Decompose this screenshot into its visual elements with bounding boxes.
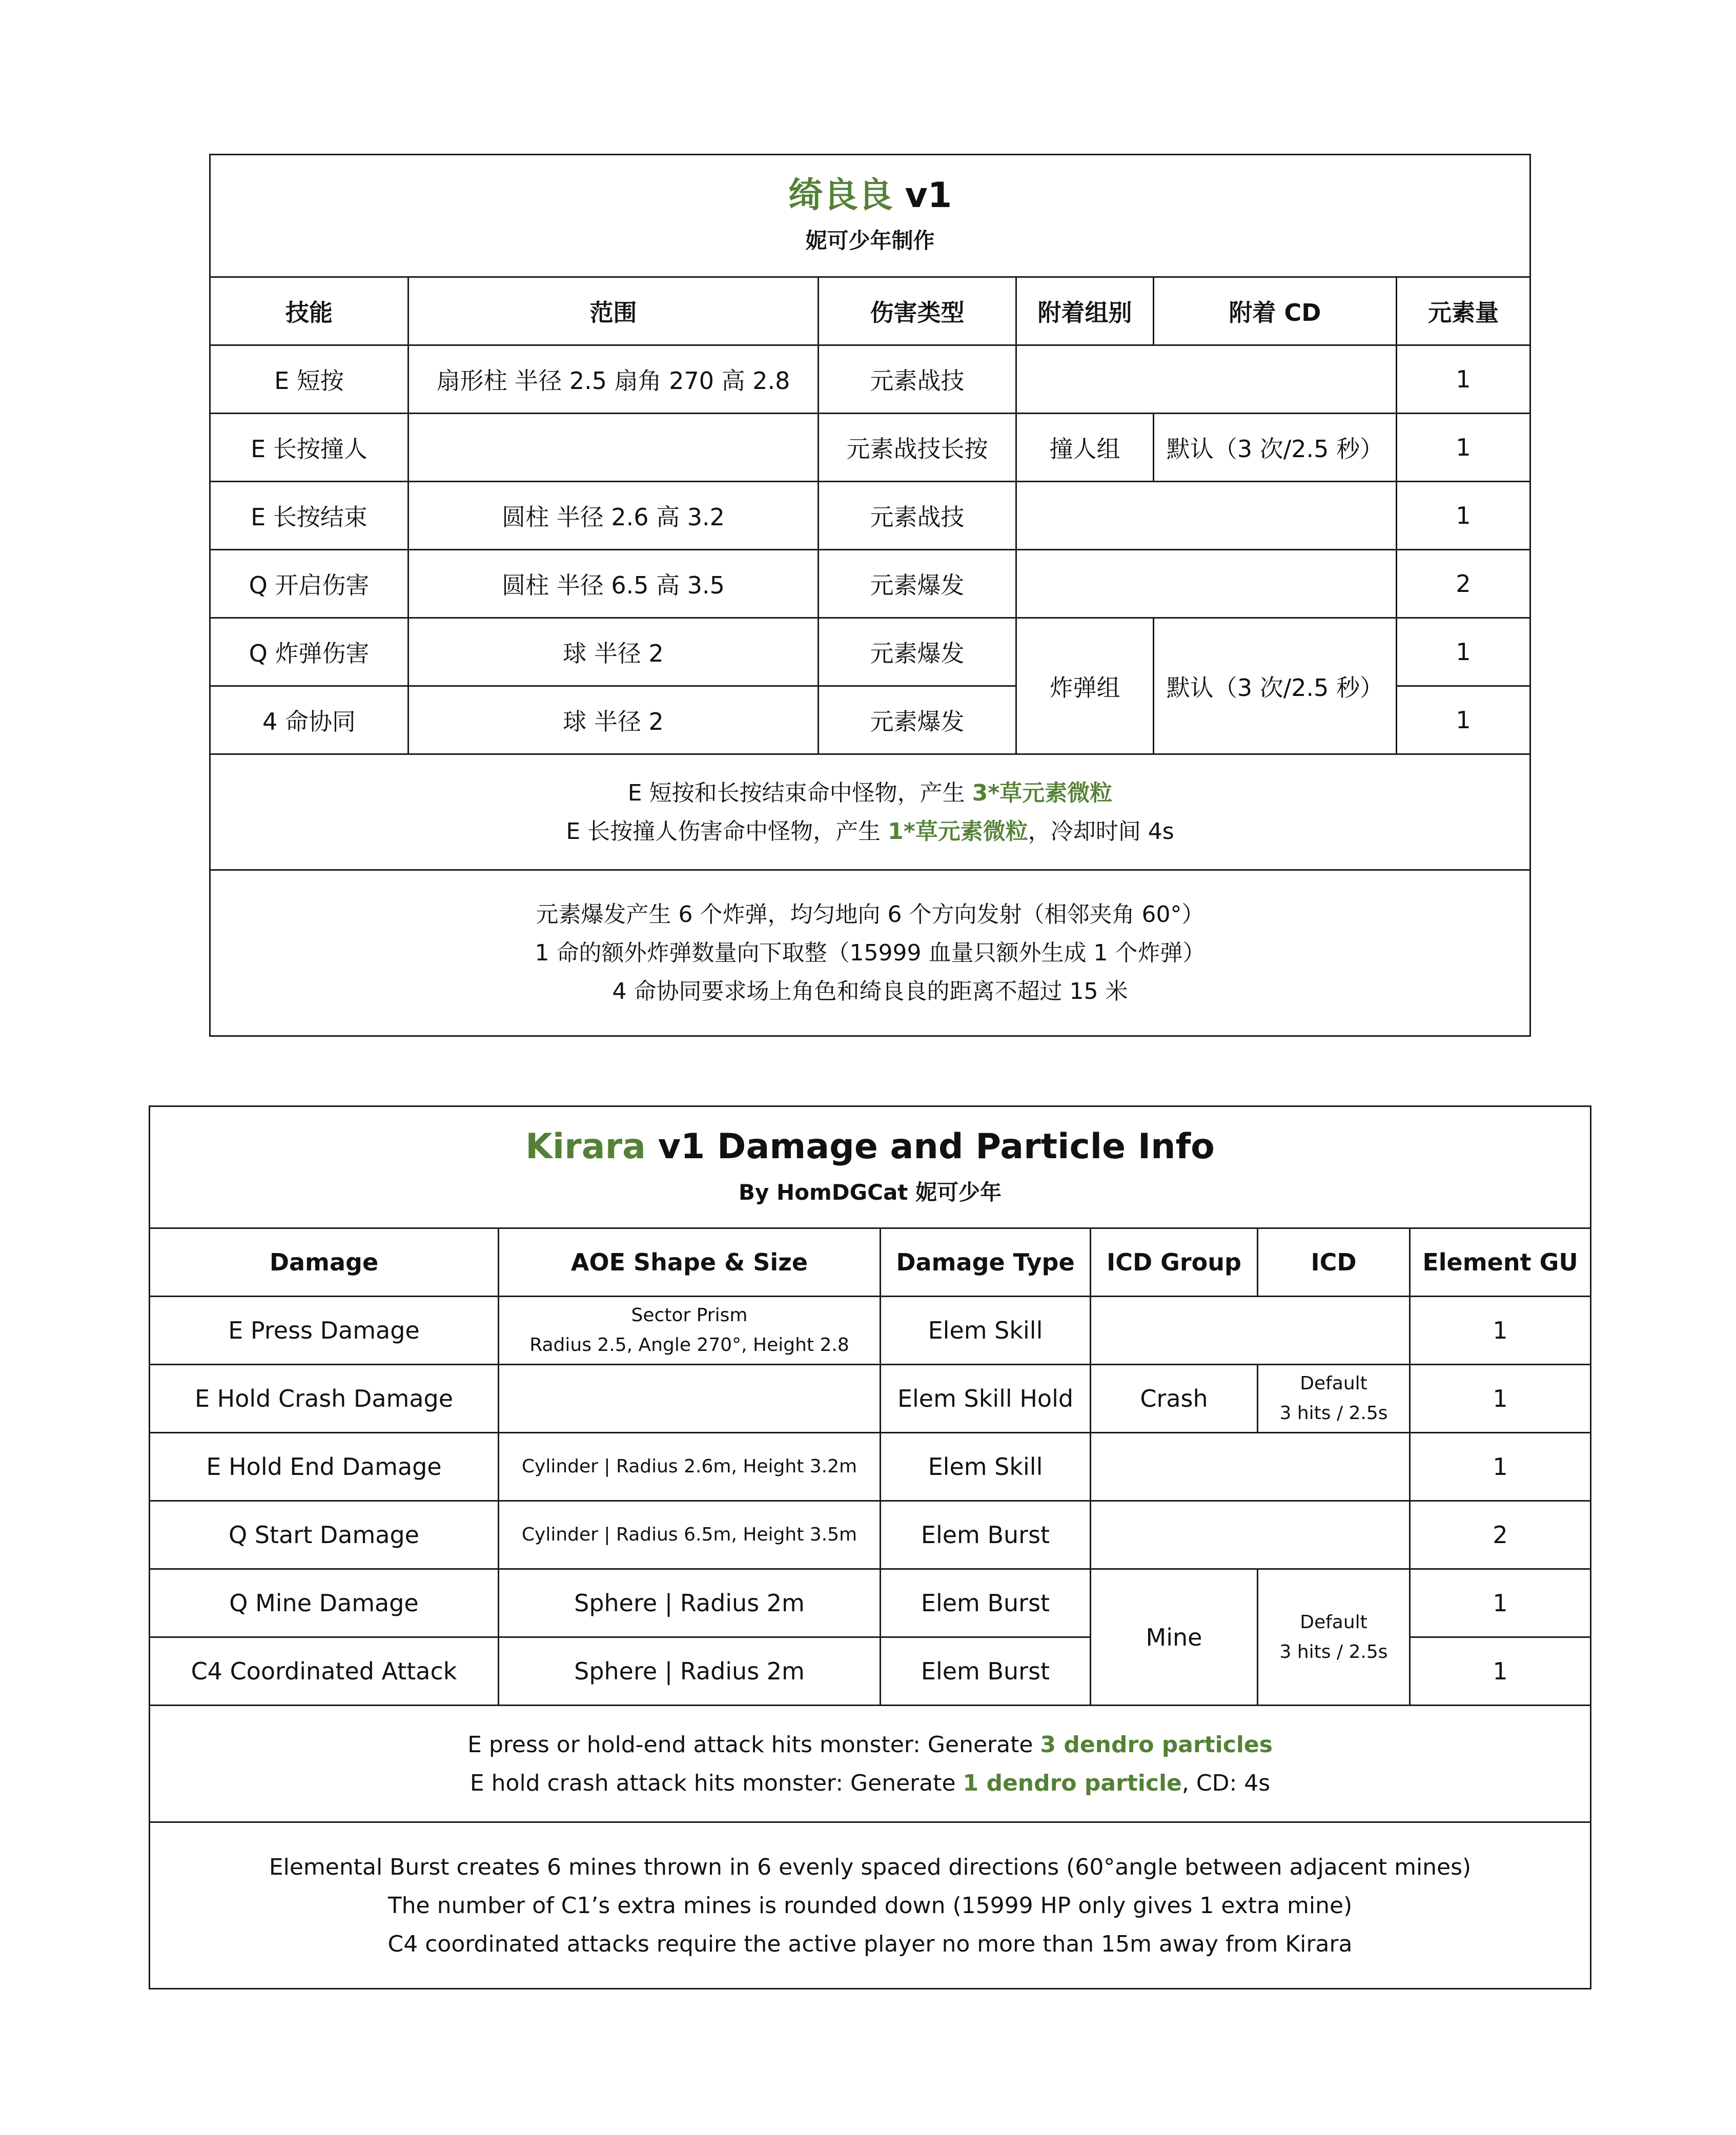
damage-type-cell: 元素爆发: [819, 618, 1016, 686]
gu-cell: 1: [1410, 1637, 1591, 1706]
note-line: [154, 1726, 1586, 1764]
range-cell: Cylinder | Radius 2.6m, Height 3.2m: [499, 1433, 881, 1501]
gu-cell: 1: [1410, 1433, 1591, 1501]
header-aoe: AOE Shape & Size: [499, 1228, 881, 1297]
skill-cell: E Hold End Damage: [150, 1433, 499, 1501]
gu-cell: 1: [1410, 1297, 1591, 1365]
note-text: E 短按和长按结束命中怪物，产生: [627, 779, 972, 806]
gu-cell: 1: [1397, 618, 1530, 686]
range-cell: 球 半径 2: [409, 618, 819, 686]
particle-note: [210, 754, 1530, 870]
empty-icd-cell: [1091, 1433, 1410, 1501]
burst-note: [150, 1822, 1591, 1989]
range-cell: 圆柱 半径 6.5 高 3.5: [409, 550, 819, 618]
note-line: C4 coordinated attacks require the active player no more than 15m away from Kirara: [387, 1931, 1353, 1957]
header-icd-group: ICD Group: [1091, 1228, 1258, 1297]
damage-type-cell: Elem Skill Hold: [881, 1365, 1091, 1433]
gu-cell: 1: [1397, 686, 1530, 754]
note-line: The number of C1’s extra mines is rounded down (15999 HP only gives 1 extra mine): [387, 1892, 1353, 1919]
skill-cell: E 长按结束: [210, 482, 409, 550]
table-row: [210, 345, 1530, 414]
header-skill: 技能: [210, 277, 409, 345]
skill-cell: Q 炸弹伤害: [210, 618, 409, 686]
particle-highlight: 3*草元素微粒: [972, 779, 1113, 806]
icd-group-cell: 撞人组: [1016, 414, 1154, 482]
version-label: v1: [905, 175, 952, 216]
damage-type-cell: 元素战技长按: [819, 414, 1016, 482]
icd-group-cell: 炸弹组: [1016, 618, 1154, 754]
character-name: 绮良良: [788, 175, 893, 216]
empty-icd-cell: [1016, 550, 1397, 618]
gu-cell: 1: [1397, 345, 1530, 414]
title-rest: v1 Damage and Particle Info: [646, 1126, 1215, 1167]
table-row: [150, 1501, 1591, 1569]
particle-highlight: 1 dendro particle: [963, 1770, 1182, 1796]
header-row: [210, 277, 1530, 345]
empty-icd-cell: [1091, 1501, 1410, 1569]
icd-cell: [1258, 1569, 1410, 1706]
skill-cell: 4 命协同: [210, 686, 409, 754]
header-row: [150, 1228, 1591, 1297]
skill-cell: E Hold Crash Damage: [150, 1365, 499, 1433]
note-line: [215, 774, 1525, 812]
range-line: Sector Prism: [631, 1305, 748, 1326]
range-cell: 扇形柱 半径 2.5 扇角 270 高 2.8: [409, 345, 819, 414]
author-subtitle: 妮可少年制作: [805, 228, 935, 254]
note-line: [215, 812, 1525, 851]
note-text: E press or hold-end attack hits monster: Generate: [467, 1731, 1040, 1758]
character-name: Kirara: [525, 1126, 646, 1167]
header-gu: Element GU: [1410, 1228, 1591, 1297]
empty-icd-cell: [1016, 345, 1397, 414]
range-cell: Cylinder | Radius 6.5m, Height 3.5m: [499, 1501, 881, 1569]
table-row: [150, 1297, 1591, 1365]
table-title: [154, 1128, 1586, 1166]
gu-cell: 2: [1410, 1501, 1591, 1569]
gu-cell: 1: [1397, 414, 1530, 482]
note-line: 1 命的额外炸弹数量向下取整（15999 血量只额外生成 1 个炸弹）: [535, 940, 1206, 966]
empty-icd-cell: [1091, 1297, 1410, 1365]
note-text: E 长按撞人伤害命中怪物，产生: [566, 818, 888, 845]
damage-type-cell: 元素战技: [819, 345, 1016, 414]
icd-group-cell: Mine: [1091, 1569, 1258, 1706]
title-cell: [210, 155, 1530, 277]
skill-cell: E 长按撞人: [210, 414, 409, 482]
header-icd-group: 附着组别: [1016, 277, 1154, 345]
skill-cell: E 短按: [210, 345, 409, 414]
header-icd: ICD: [1258, 1228, 1410, 1297]
skill-cell: E Press Damage: [150, 1297, 499, 1365]
burst-note: [210, 870, 1530, 1036]
range-line: Radius 2.5, Angle 270°, Height 2.8: [529, 1335, 849, 1356]
range-cell: [409, 414, 819, 482]
icd-line: Default: [1300, 1373, 1367, 1394]
damage-type-cell: Elem Burst: [881, 1501, 1091, 1569]
skill-cell: Q Start Damage: [150, 1501, 499, 1569]
note-line: 4 命协同要求场上角色和绮良良的距离不超过 15 米: [612, 978, 1128, 1004]
header-icd: 附着 CD: [1154, 277, 1397, 345]
note-line: Elemental Burst creates 6 mines thrown in 6 evenly spaced directions (60°angle between adjacent mines): [269, 1854, 1472, 1880]
table-row: [150, 1569, 1591, 1637]
icd-line: Default: [1300, 1611, 1367, 1633]
damage-type-cell: Elem Burst: [881, 1637, 1091, 1706]
table-row: [150, 1433, 1591, 1501]
icd-cell: [1258, 1365, 1410, 1433]
particle-highlight: 1*草元素微粒: [888, 818, 1028, 845]
header-range: 范围: [409, 277, 819, 345]
header-damage: Damage: [150, 1228, 499, 1297]
skill-cell: Q 开启伤害: [210, 550, 409, 618]
gu-cell: 1: [1397, 482, 1530, 550]
icd-line: 3 hits / 2.5s: [1279, 1641, 1388, 1662]
table-row: [150, 1365, 1591, 1433]
header-damage-type: Damage Type: [881, 1228, 1091, 1297]
header-damage-type: 伤害类型: [819, 277, 1016, 345]
range-cell: 圆柱 半径 2.6 高 3.2: [409, 482, 819, 550]
icd-line: 3 hits / 2.5s: [1279, 1403, 1388, 1424]
note-text: E hold crash attack hits monster: Generate: [469, 1770, 963, 1796]
range-cell: [499, 1297, 881, 1365]
icd-group-cell: Crash: [1091, 1365, 1258, 1433]
damage-type-cell: Elem Skill: [881, 1297, 1091, 1365]
title-cell: [150, 1106, 1591, 1228]
range-cell: [499, 1365, 881, 1433]
table-title: [215, 177, 1525, 215]
damage-type-cell: Elem Burst: [881, 1569, 1091, 1637]
gu-cell: 1: [1410, 1365, 1591, 1433]
chinese-info-table: [209, 154, 1531, 1037]
gu-cell: 2: [1397, 550, 1530, 618]
skill-cell: C4 Coordinated Attack: [150, 1637, 499, 1706]
icd-cell: 默认（3 次/2.5 秒）: [1154, 414, 1397, 482]
empty-icd-cell: [1016, 482, 1397, 550]
table-row: [210, 618, 1530, 686]
damage-type-cell: 元素战技: [819, 482, 1016, 550]
note-text: ，冷却时间 4s: [1028, 818, 1174, 845]
english-info-table: [149, 1105, 1591, 1989]
gu-cell: 1: [1410, 1569, 1591, 1637]
particle-note: [150, 1706, 1591, 1822]
table-row: [210, 550, 1530, 618]
damage-type-cell: 元素爆发: [819, 550, 1016, 618]
author-subtitle: By HomDGCat 妮可少年: [739, 1179, 1002, 1205]
note-line: 元素爆发产生 6 个炸弹，均匀地向 6 个方向发射（相邻夹角 60°）: [536, 901, 1204, 928]
note-text: , CD: 4s: [1181, 1770, 1271, 1796]
header-gu: 元素量: [1397, 277, 1530, 345]
range-cell: 球 半径 2: [409, 686, 819, 754]
icd-cell: 默认（3 次/2.5 秒）: [1154, 618, 1397, 754]
range-cell: Sphere | Radius 2m: [499, 1637, 881, 1706]
table-row: [210, 482, 1530, 550]
range-cell: Sphere | Radius 2m: [499, 1569, 881, 1637]
particle-highlight: 3 dendro particles: [1040, 1731, 1273, 1758]
skill-cell: Q Mine Damage: [150, 1569, 499, 1637]
damage-type-cell: 元素爆发: [819, 686, 1016, 754]
damage-type-cell: Elem Skill: [881, 1433, 1091, 1501]
note-line: [154, 1764, 1586, 1802]
table-row: [210, 414, 1530, 482]
